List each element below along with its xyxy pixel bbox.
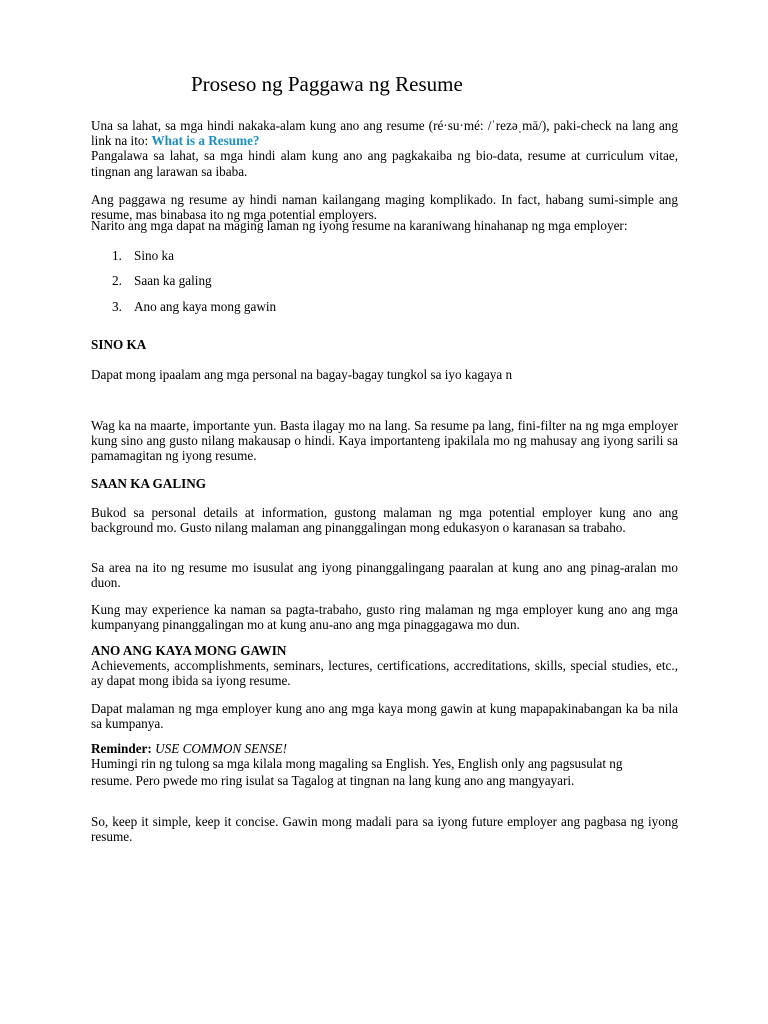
what-is-a-resume-link[interactable]: What is a Resume? xyxy=(151,133,260,149)
list-item xyxy=(112,273,212,288)
list-number: 1. xyxy=(112,248,122,263)
list-number: 3. xyxy=(112,299,122,314)
sino-ka-paragraph-2: Wag ka na maarte, importante yun. Basta ilagay mo na lang. Sa resume pa lang, fini-filter na ng mga employer kung sino ang gusto nilang makausap o hindi. Kaya importanteng ipakilala mo ng mahusay ang iyong sarili sa pamamagitan ng iyong resume. xyxy=(91,418,678,464)
page-title: Proseso ng Paggawa ng Resume xyxy=(191,72,463,96)
intro-line-1: Una sa lahat, sa mga hindi nakaka-alam kung ano ang resume (ré·su·mé: /ˈrezəˌmā/), paki-check na lang ang link na ito: xyxy=(91,118,678,149)
paragraph-list-intro: Narito ang mga dapat na maging laman ng iyong resume na karaniwang hinahanap ng mga employer: xyxy=(91,218,628,233)
saan-ka-galing-paragraph-1: Bukod sa personal details at information, gustong malaman ng mga potential employer kung ano ang background mo. Gusto nilang malaman ang pinanggalingan mong edukasyon o karanasan sa trabaho. xyxy=(91,505,678,536)
reminder-emphasis: USE COMMON SENSE! xyxy=(155,741,287,756)
list-number: 2. xyxy=(112,273,122,288)
heading-sino-ka: SINO KA xyxy=(91,337,147,352)
reminder-line xyxy=(91,741,678,756)
saan-ka-galing-paragraph-3: Kung may experience ka naman sa pagta-trabaho, gusto ring malaman ng mga employer kung ano ang mga kumpanyang pinanggalingan mo at kung anu-ano ang mga pinaggagawa mo dun. xyxy=(91,602,678,633)
reminder-label: Reminder: xyxy=(91,741,152,756)
reminder-paragraph-1: Humingi rin ng tulong sa mga kilala mong magaling sa English. Yes, English only ang pagsusulat ng resume. Pero pwede mo ring isulat sa Tagalog at tingnan na lang kung ano ang mangyayari. xyxy=(91,756,623,788)
intro-line-2: Pangalawa sa lahat, sa mga hindi alam kung ano ang pagkakaiba ng bio-data, resume at curriculum vitae, tingnan ang larawan sa ibaba. xyxy=(91,148,678,179)
heading-saan-ka-galing: SAAN KA GALING xyxy=(91,476,207,491)
heading-ano-ang-kaya: ANO ANG KAYA MONG GAWIN xyxy=(91,643,287,658)
list-text: Ano ang kaya mong gawin xyxy=(134,299,277,314)
list-text: Saan ka galing xyxy=(134,273,212,288)
reminder-paragraph-2: So, keep it simple, keep it concise. Gawin mong madali para sa iyong future employer ang pagbasa ng iyong resume. xyxy=(91,814,678,845)
paragraph-simplicity: Ang paggawa ng resume ay hindi naman kailangang maging komplikado. In fact, habang sumi-simple ang resume, mas binabasa ito ng mga potential employers. xyxy=(91,192,678,223)
saan-ka-galing-paragraph-2: Sa area na ito ng resume mo isusulat ang iyong pinanggalingang paaralan at kung ano ang pinag-aralan mo duon. xyxy=(91,560,678,591)
list-item xyxy=(112,299,276,314)
list-text: Sino ka xyxy=(134,248,174,263)
list-item xyxy=(112,248,174,263)
ano-ang-kaya-paragraph-1: Achievements, accomplishments, seminars, lectures, certifications, accreditations, skills, special studies, etc., ay dapat mong ibida sa iyong resume. xyxy=(91,658,678,689)
intro-paragraph xyxy=(91,118,678,179)
ano-ang-kaya-paragraph-2: Dapat malaman ng mga employer kung ano ang mga kaya mong gawin at kung mapapakinabangan ka ba nila sa kumpanya. xyxy=(91,701,678,732)
sino-ka-paragraph-1: Dapat mong ipaalam ang mga personal na bagay-bagay tungkol sa iyo kagaya n xyxy=(91,367,513,382)
